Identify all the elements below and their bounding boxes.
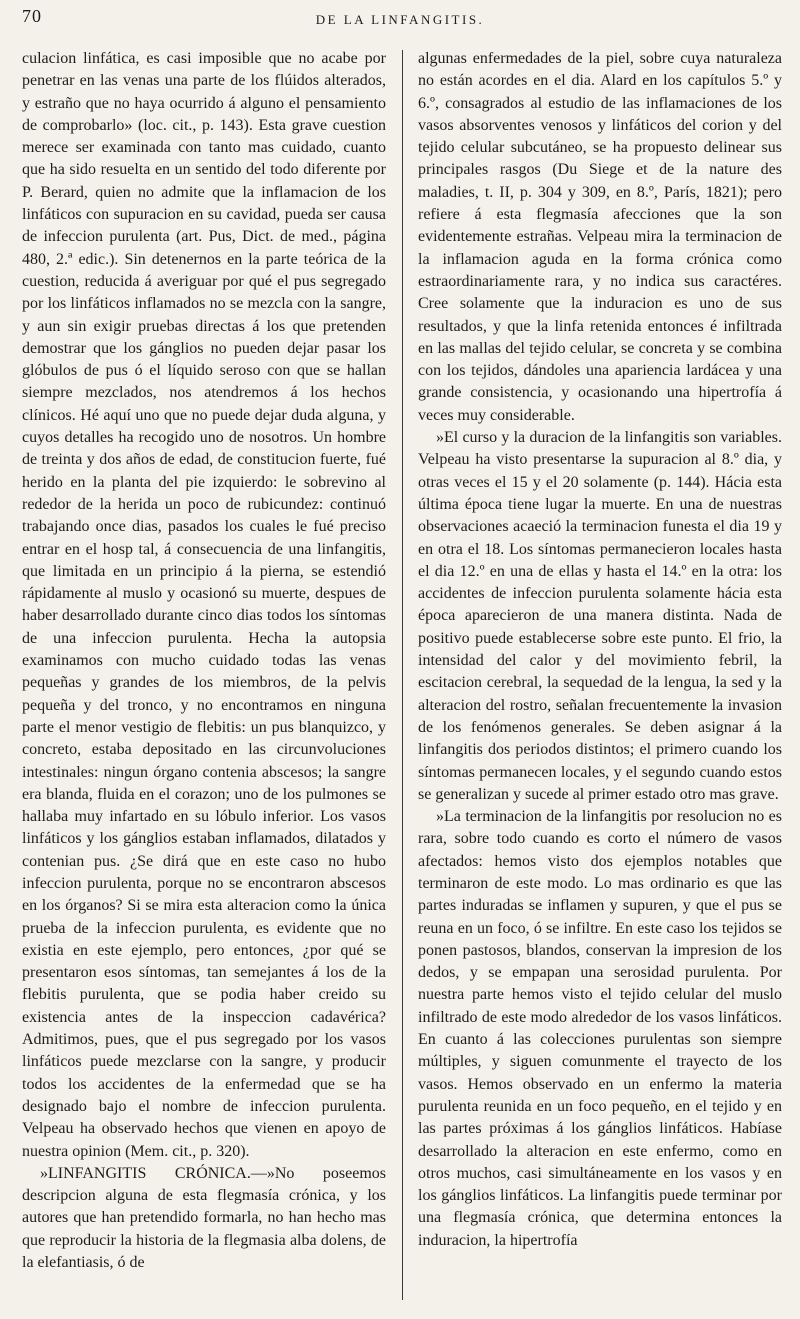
paragraph: »LINFANGITIS CRÓNICA.—»No poseemos descripcion alguna de esta flegmasía crónica, y los autores que han pretendido formarla, no han hecho mas que reproducir la historia de la flegmasia alba dolens, de la elefantiasis, ó de <box>22 1164 386 1272</box>
column-divider <box>402 50 403 1300</box>
left-column <box>22 48 386 1308</box>
paragraph: »El curso y la duracion de la linfangitis son variables. Velpeau ha visto presentarse la supuracion al 8.º dia, y otras veces el 15 y el 20 solamente (p. 144). Hácia esta última época tiene lugar la muerte. En una de nuestras observaciones acaeció la terminacion funesta el dia 19 y en otra el 18. Los síntomas permanecieron locales hasta el dia 12.º en una de ellas y hasta el 14.º en la otra: los accidentes de infeccion purulenta solamente hácia esta época aparecieron de una manera distinta. Nada de positivo puede establecerse sobre este punto. El frio, la intensidad del calor y del movimiento febril, la escitacion cerebral, la sequedad de la lengua, la sed y la alteracion del rostro, señalan frecuentemente la invasion de los fenómenos generales. Se deben asignar á la linfangitis dos periodos distintos; el primero cuando los síntomas permanecen locales, y el segundo cuando estos se generalizan y sucede al primer estado otro mas grave. <box>418 429 782 803</box>
text-columns <box>22 48 782 1308</box>
paragraph: culacion linfática, es casi imposible que no acabe por penetrar en las venas una parte de los flúidos alterados, y estraño que no haya ocurrido á alguno el pensamiento de comprobarlo» (loc. cit., p. 143). Esta grave cuestion merece ser examinada con tanto mas cuidado, cuanto que ha sido resuelta en un sentido del todo diferente por P. Berard, quien no admite que la inflamacion de los linfáticos con supuracion en su cavidad, pueda ser causa de infeccion purulenta (art. Pus, Dict. de med., página 480, 2.ª edic.). Sin detenernos en la parte teórica de la cuestion, reducida á averiguar por qué el pus segregado por los linfáticos inflamados no se mezcla con la sangre, y aun sin exigir pruebas directas á los que pretenden demostrar que los gánglios no pueden dejar pasar los glóbulos de pus ó el líquido seroso con que se hallan siempre mezclados, nos atendremos á los hechos clínicos. Hé aquí uno que no puede dejar duda alguna, y cuyos detalles ha recogido uno de nosotros. Un hombre de treinta y dos años de edad, de constitucion fuerte, fué herido en la planta del pie izquierdo: le sobrevino al rededor de la herida un poco de rubicundez: continuó trabajando once dias, pasados los cuales le fué preciso entrar en el hosp tal, á consecuencia de una linfangitis, que limitada en un principio á la pierna, se estendió rápidamente al muslo y ocasionó su muerte, despues de haber desarrollado durante cinco dias todos los síntomas de una infeccion purulenta. Hecha la autopsia examinamos con mucho cuidado todas las venas pequeñas y grandes de los miembros, de la pelvis pequeña y del tronco, y no encontramos en ninguna parte el menor vestigio de flebitis: un pus blanquizco, y concreto, estaba depositado en las circunvoluciones intestinales: ningun órgano contenia abscesos; la sangre era blanda, fluida en el corazon; uno de los pulmones se hallaba muy infartado en su lóbulo inferior. Los vasos linfáticos y los gánglios estaban inflamados, dilatados y contenian pus. ¿Se dirá que en este caso no hubo infeccion purulenta, porque no se encontraron abscesos en los órganos? Si se mira esta alteracion como la única prueba de la infeccion purulenta, es evidente que no existia en este ejemplo, pero entonces, ¿por qué se presentaron esos síntomas, tan semejantes á los de la flebitis purulenta, que se podia haber creido su existencia antes de la inspeccion cadavérica? Admitimos, pues, que el pus segregado por los vasos linfáticos puede mezclarse con la sangre, y producir todos los accidentes de la enfermedad que se ha designado bajo el nombre de infeccion purulenta. Velpeau ha observado hechos que vienen en apoyo de nuestra opinion (Mem. cit., p. 320). <box>22 50 386 1160</box>
paragraph: »La terminacion de la linfangitis por resolucion no es rara, sobre todo cuando es corto el número de vasos afectados: hemos visto dos ejemplos notables que terminaron de este modo. Lo mas ordinario es que las partes induradas se inflamen y supuren, y que el pus se reuna en un foco, ó se infiltre. En este caso los tejidos se ponen pastosos, blandos, conservan la impresion de los dedos, y se empapan una serosidad purulenta. Por nuestra parte hemos visto el tejido celular del muslo infiltrado de este modo alrededor de los vasos linfáticos. En cuanto á las colecciones purulentas son siempre múltiples, y siguen comunmente el trayecto de los vasos. Hemos observado en un enfermo la materia purulenta reunida en un foco pequeño, en el tejido y en las partes próximas á los gánglios linfáticos. Habíase desarrollado la alteracion en este enfermo, como en otros muchos, casi simultáneamente en los vasos y en los gánglios linfáticos. La linfangitis puede terminar por una flegmasía crónica, que determina entonces la induracion, la hipertrofía <box>418 808 782 1249</box>
page-number: 70 <box>22 6 42 26</box>
paragraph: algunas enfermedades de la piel, sobre cuya naturaleza no están acordes en el dia. Alard en los capítulos 5.º y 6.º, consagrados al estudio de las inflamaciones de los vasos absorventes venosos y linfáticos del corion y del tejido celular subcutáneo, se ha propuesto delinear sus principales rasgos (Du Siege et de la nature des maladies, t. II, p. 304 y 309, en 8.º, París, 1821); pero refiere á esta flegmasía afecciones que la son evidentemente estrañas. Velpeau mira la terminacion de la inflamacion aguda en la forma crónica como estraordinariamente rara, y no indica sus caractéres. Cree solamente que la induracion es uno de sus resultados, y que la linfa retenida entonces é infiltrada en las mallas del tejido celular, se concreta y se combina con los tejidos, dándoles una apariencia lardácea y una grande consistencia, y ocasionando una hipertrofía á veces muy considerable. <box>418 50 782 424</box>
right-column <box>418 48 782 1308</box>
page-header <box>22 6 778 36</box>
running-head: DE LA LINFANGITIS. <box>315 12 485 27</box>
